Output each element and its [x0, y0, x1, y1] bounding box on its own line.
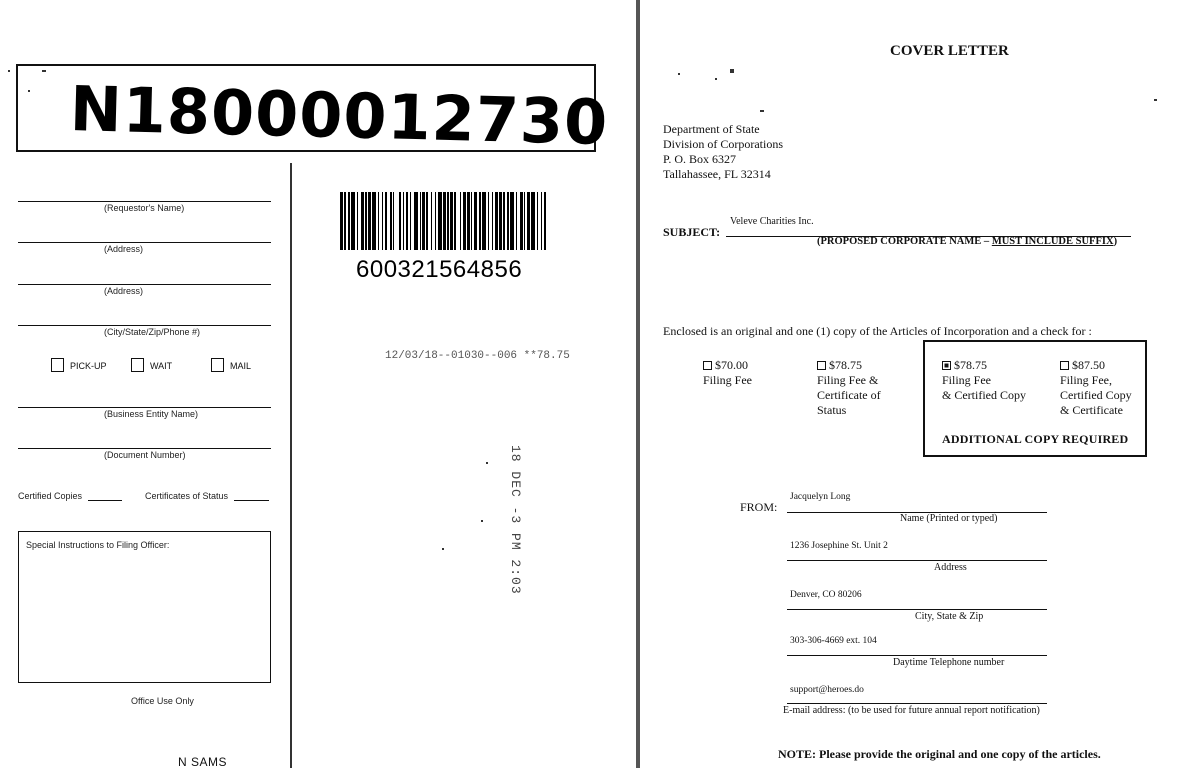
address-caption-from: Address — [934, 562, 967, 573]
note-text: NOTE: Please provide the original and one copy of the articles. — [778, 747, 1101, 761]
city-caption: City, State & Zip — [915, 611, 984, 622]
scan-speck — [760, 110, 764, 112]
fee-option-70[interactable]: $70.00 Filing Fee — [703, 358, 753, 387]
address-line: Division of Corporations — [663, 137, 783, 151]
receipt-stamp: 12/03/18--01030--006 **78.75 — [385, 350, 570, 362]
fee-option-78-status[interactable]: $78.75 Filing Fee & Certificate of Status — [817, 358, 881, 417]
address-line: P. O. Box 6327 — [663, 152, 737, 166]
address-caption-2: (Address) — [104, 286, 144, 296]
requestor-name-line — [18, 201, 271, 202]
document-number-caption: (Document Number) — [104, 450, 186, 460]
special-instructions-box — [18, 531, 271, 683]
special-instructions-label: Special Instructions to Filing Officer: — [26, 540, 170, 550]
fee-checkbox[interactable] — [1060, 361, 1069, 370]
barcode-number: 600321564856 — [356, 256, 523, 283]
phone-caption: Daytime Telephone number — [893, 657, 1005, 668]
certificates-of-status-label: Certificates of Status — [145, 491, 229, 501]
wait-label: WAIT — [150, 361, 173, 371]
fee-checkbox[interactable] — [817, 361, 826, 370]
scan-speck — [28, 90, 30, 92]
fee-option-87[interactable]: $87.50 Filing Fee, Certified Copy & Certificate — [1060, 358, 1132, 417]
barcode — [340, 192, 550, 250]
subject-caption: (PROPOSED CORPORATE NAME – MUST INCLUDE SUFFIX) — [817, 236, 1118, 247]
email-caption: E-mail address: (to be used for future annual report notification) — [783, 705, 1040, 716]
certified-copies-blank — [88, 500, 122, 501]
city-state-zip-caption: (City/State/Zip/Phone #) — [104, 327, 201, 337]
barcode-bar — [544, 192, 547, 250]
scan-speck — [715, 78, 717, 80]
additional-copy-required: ADDITIONAL COPY REQUIRED — [942, 432, 1129, 446]
fee-checkbox[interactable] — [703, 361, 712, 370]
from-address: 1236 Josephine St. Unit 2 — [790, 541, 888, 551]
address-line: Tallahassee, FL 32314 — [663, 167, 771, 181]
city-state-zip-line — [18, 325, 271, 326]
address-line: Department of State — [663, 122, 760, 136]
from-phone: 303-306-4669 ext. 104 — [790, 636, 877, 646]
subject-value: Veleve Charities Inc. — [730, 216, 814, 227]
fee-checkbox-checked[interactable] — [942, 361, 951, 370]
cover-letter-title: COVER LETTER — [890, 43, 1009, 59]
email-line — [787, 703, 1047, 704]
pickup-checkbox[interactable] — [51, 358, 64, 372]
name-caption: Name (Printed or typed) — [900, 513, 998, 524]
examiner-initials: N SAMS — [178, 755, 228, 769]
scan-speck — [730, 69, 734, 73]
filed-date-stamp: 18 DEC -3 PM 2:03 — [508, 445, 523, 595]
from-email: support@heroes.do — [790, 685, 864, 695]
scan-speck — [442, 548, 444, 550]
mail-label: MAIL — [230, 361, 252, 371]
phone-line — [787, 655, 1047, 656]
scan-speck — [678, 73, 680, 75]
address-line-2 — [18, 284, 271, 285]
certified-copies-label: Certified Copies — [18, 491, 83, 501]
scan-speck — [8, 70, 10, 72]
scan-speck — [486, 462, 488, 464]
from-city: Denver, CO 80206 — [790, 590, 862, 600]
requestor-name-caption: (Requestor's Name) — [104, 203, 185, 213]
from-name: Jacquelyn Long — [790, 492, 851, 502]
office-use-only-label: Office Use Only — [131, 696, 194, 706]
pickup-label: PICK-UP — [70, 361, 107, 371]
from-label: FROM: — [740, 500, 778, 514]
business-entity-caption: (Business Entity Name) — [104, 409, 199, 419]
column-separator — [290, 163, 292, 768]
scan-speck — [1154, 99, 1157, 101]
address-line-from — [787, 560, 1047, 561]
scan-speck — [42, 70, 46, 72]
mail-checkbox[interactable] — [211, 358, 224, 372]
document-number-line — [18, 448, 271, 449]
document-number: N18000012730 — [69, 72, 610, 160]
subject-label: SUBJECT: — [663, 225, 721, 239]
certificates-of-status-blank — [234, 500, 269, 501]
wait-checkbox[interactable] — [131, 358, 144, 372]
scan-speck — [481, 520, 483, 522]
business-entity-line — [18, 407, 271, 408]
fee-option-78-certified[interactable]: $78.75 Filing Fee & Certified Copy — [942, 358, 1026, 402]
address-caption-1: (Address) — [104, 244, 144, 254]
enclosed-statement: Enclosed is an original and one (1) copy of the Articles of Incorporation and a check for : — [663, 324, 1092, 338]
city-line — [787, 609, 1047, 610]
address-line-1 — [18, 242, 271, 243]
